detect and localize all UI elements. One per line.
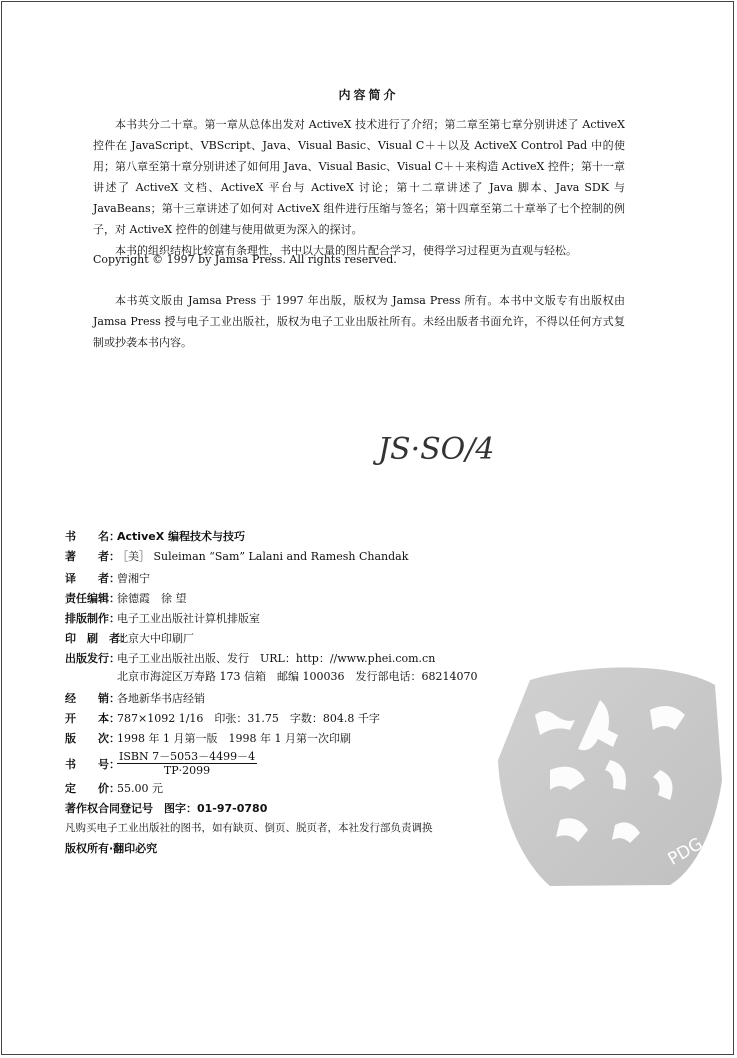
detail-price: 定 价： 55.00 元: [65, 782, 163, 795]
summary-paragraph: 本书的组织结构比较富有条理性，书中以大量的图片配合学习，使得学习过程更为直观与轻松。: [115, 244, 577, 257]
page-title: 内容简介: [338, 88, 399, 102]
detail-typesetting: 排版制作： 电子工业出版社计算机排版室: [65, 612, 260, 625]
isbn-fraction: ISBN 7－5053－4499－4 TP·2099: [119, 750, 256, 777]
detail-rights: 版权所有·翻印必究: [65, 842, 158, 855]
detail-book-name: 书 名： ActiveX 编程技术与技巧: [65, 530, 246, 543]
pdg-watermark-text: PDG: [664, 834, 707, 870]
summary-paragraph: 本书共分二十章。第一章从总体出发对 ActiveX 技术进行了介绍；第二章至第七章分别讲述了 ActiveX 控件在 JavaScript、VBScript、Java、Visual Basic、Visual C＋＋以及 ActiveX Control Pad 中的使用；第八章至第十章分别讲述了如何用 Java、Visual Basic、Visual C＋＋来构造 ActiveX 控件；第十一章讲述了 ActiveX 文档、ActiveX 平台与 ActiveX 讨论；第十二章讲述了 Java 脚本、Java SDK 与 JavaBeans；第十三章讲述了如何对 ActiveX 组件进行压缩与签名；第十四章至第二十章举了七个控制的例子，对 ActiveX 控件的创建与使用做更为深入的探讨。: [93, 118, 625, 236]
summary-section: [93, 114, 625, 261]
detail-printer: 印 刷 者： 北京大中印刷厂: [65, 632, 194, 645]
detail-address: 北京市海淀区万寿路 173 信箱 邮编 100036 发行部电话：68214070: [117, 670, 478, 683]
detail-edition: 版 次： 1998 年 1 月第一版 1998 年 1 月第一次印刷: [65, 732, 351, 745]
detail-publisher: 出版发行： 电子工业出版社出版、发行 URL：http：//www.phei.com.cn: [65, 652, 436, 665]
detail-editor: 责任编辑： 徐德霞 徐 望: [65, 592, 187, 605]
copyright-note: 本书英文版由 Jamsa Press 于 1997 年出版，版权为 Jamsa Press 所有。本书中文版专有出版权由 Jamsa Press 授与电子工业出版社，版权为电子工业出版社所有。未经出版者书面允许，不得以任何方式复制或抄袭本书内容。: [93, 294, 625, 349]
copyright-line: Copyright © 1997 by Jamsa Press. All rights reserved.: [93, 253, 397, 266]
detail-author: 著 者： ［美］ Suleiman “Sam” Lalani and Ramesh Chandak: [65, 550, 409, 563]
handwritten-annotation: [370, 405, 545, 475]
detail-distributor: 经 销： 各地新华书店经销: [65, 692, 205, 705]
detail-format: 开 本： 787×1092 1/16 印张：31.75 字数：804.8 千字: [65, 712, 380, 725]
detail-contract: 著作权合同登记号 图字：01-97-0780: [65, 802, 268, 815]
detail-notice: 凡购买电子工业出版社的图书，如有缺页、倒页、脱页者，本社发行部负责调换: [65, 822, 433, 834]
detail-translator: 译 者： 曾湘宁: [65, 572, 150, 585]
seal-watermark: [490, 660, 725, 890]
detail-isbn: 书 号： ISBN 7－5053－4499－4 TP·2099: [65, 750, 256, 777]
handwritten-text: JS·SO/4: [378, 432, 495, 467]
